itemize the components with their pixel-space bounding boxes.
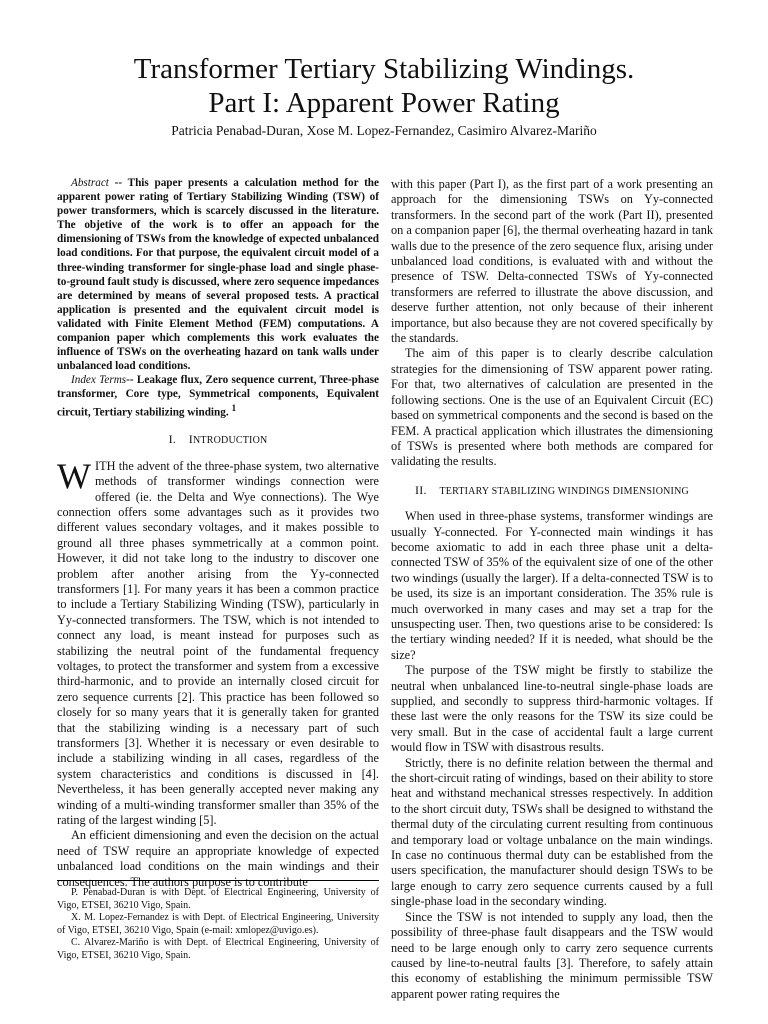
right-paragraph-3: When used in three-phase systems, transformer windings are usually Y-connected. For Y-connected main windings it has become axiomatic to add in each three phase unit a delta-connected TSW of 35% of the equivalent size of one of the other two windings (usually the larger). If a delta-connected TSW is to be used, its size is an important consideration. The 35% rule is much overworked in many cases and may set a trap for the unsuspecting user. Then, two questions arise to be considered: Is the tertiary winding needed? If it is needed, what should be the size?: [391, 509, 713, 662]
left-column: [57, 176, 379, 890]
right-paragraph-2: The aim of this paper is to clearly describe calculation strategies for the dimensioning of TSW apparent power rating. For that, two alternatives of calculation are presented in the following sections. One is the use of an Equivalent Circuit (EC) based on symmetrical components and the second is based on the FEM. A practical application which illustrates the dimensioning of TSWs is presented where both methods are compared for validating the results.: [391, 346, 713, 469]
intro-paragraph-2: An efficient dimensioning and even the decision on the actual need of TSW require an appropriate knowledge of expected unbalanced load conditions on the main windings and their consequences. The authors purpose is to contribute: [57, 828, 379, 889]
footnotes: [57, 880, 379, 963]
section-title-first-letter: I: [188, 432, 193, 447]
intro-p1-text: ITH the advent of the three-phase system, two alternative methods of transformer windings connection were offered (ie. the Delta and Wye connections). The Wye connection offers some advantages such as it provides two different values secondary voltages, and it makes possible to ground all three phases symmetrically at a common point. However, it did not take long to the industry to discover one problem after another arising from the Yy-connected transformers [1]. For many years it has been a common practice to include a Tertiary Stabilizing Winding (TSW), particularly in Yy-connected transformers. The TSW, which is not intended to connect any load, is meant instead for purposes such as stabilizing the neutral point of the fundamental frequency voltages, to protect the transformer and system from a excessive third-harmonic, and to provide an internally closed circuit for zero sequence currents [2]. This practice has been followed so closely for so many years that it is generally taken for granted that the stabilizing winding is a necessary part of such transformers [3]. Whether it is necessary or even desirable to include a stabilizing winding in all cases, regardless of the system characteristics and conditions is discussed in [4]. Nevertheless, it has been generally accepted never making any winding of a multi-winding transformer smaller than 35% of the rating of the largest winding [5].: [57, 458, 379, 828]
right-paragraph-1: with this paper (Part I), as the first part of a work presenting an approach for the dimensioning TSWs on Yy-connected transformers. In the second part of the work (Part II), presented on a companion paper [6], the thermal overheating hazard in tank walls due to the presence of the zero sequence flux, arising under unbalanced load conditions, is evaluated with and without the presence of TSW. Delta-connected TSWs of Yy-connected transformers are referred to illustrate the above discussion, and deserve further attention, not only because of their inherent importance, but also because they are not covered specifically by the standards.: [391, 177, 713, 346]
section-heading-introduction: [57, 432, 379, 448]
index-terms-label: Index Terms: [71, 374, 127, 387]
footnote-3: C. Alvarez-Mariño is with Dept. of Electrical Engineering, University of Vigo, ETSEI, 36210 Vigo, Spain.: [57, 937, 379, 961]
footnote-2: X. M. Lopez-Fernandez is with Dept. of Electrical Engineering, University of Vigo, ETSEI, 36210 Vigo, Spain (e-mail: xmlopez@uvigo.es).: [57, 912, 379, 936]
right-paragraph-5: Strictly, there is no definite relation between the thermal and the short-circuit rating of windings, based on their ability to store heat and withstand mechanical stresses respectively. In addition to the short circuit duty, TSWs shall be designed to withstand the thermal duty of the circulating current resulting from continuous and temporary load or voltage unbalance on the main windings. In case no continuous thermal duty can be established from the users specification, the manufacturer should design TSWs to be large enough to carry zero sequence currents caused by a full single-phase load in the secondary winding.: [391, 755, 713, 909]
drop-cap: W: [57, 455, 91, 496]
right-paragraph-4: The purpose of the TSW might be firstly to stabilize the neutral when unbalanced line-to-neutral single-phase loads are supplied, and secondly to suppress third-harmonic voltages. If these last were the only reasons for the TSW its size could be very small. But in the case of accidental fault a large current would flow in TSW with disastrous results.: [391, 663, 713, 755]
footnote-1: P. Penabad-Duran is with Dept. of Electrical Engineering, University of Vigo, ETSEI, 36210 Vigo, Spain.: [57, 887, 379, 911]
abstract-label: Abstract: [71, 177, 109, 189]
section-title-rest: NTRODUCTION: [193, 435, 268, 447]
section-title: TERTIARY STABILIZING WINDINGS DIMENSIONING: [439, 485, 689, 497]
right-paragraph-6: Since the TSW is not intended to supply any load, then the possibility of three-phase fault disappears and the TSW would need to be large enough only to carry zero sequence currents caused by line-to-neutral faults [3]. Therefore, to safely attain this economy of establishing the minimum permissible TSW apparent power rating requires the: [391, 909, 713, 1001]
intro-paragraph-1: [57, 455, 379, 829]
abstract-text: -- This paper presents a calculation method for the apparent power rating of Tertiary Stabilizing Winding (TSW) of power transformers, which is scarcely discussed in the literature. The objetive of the work is to offer an appoach for the dimensioning of TSWs from the knowledge of expected unbalanced load conditions. For that purpose, the equivalent circuit model of a three-winding transformer for single-phase load and single phase-to-ground fault study is discussed, where zero sequence impedances are determined by means of several proposed tests. A practical application is presented and the equivalent circuit model is validated with Finite Element Method (FEM) computations. A companion paper which complements this work evaluates the influence of TSWs on the overheating hazard on tank walls under unbalanced load conditions.: [57, 177, 379, 373]
title-line-2: Part I: Apparent Power Rating: [208, 87, 560, 119]
paper-title: [0, 52, 768, 120]
footnote-mark: 1: [231, 403, 237, 414]
title-line-1: Transformer Tertiary Stabilizing Windings.: [133, 53, 635, 85]
abstract: [57, 176, 379, 373]
section-heading-tsw-dimensioning: [391, 483, 713, 499]
index-terms: [57, 373, 379, 419]
section-number: II.: [415, 482, 427, 497]
section-number: I.: [168, 432, 176, 447]
index-terms-text: -- Leakage flux, Zero sequence current, Three-phase transformer, Core type, Symmetrical components, Equivalent circuit, Tertiary stabilizing winding.: [57, 374, 379, 419]
right-column: [391, 177, 713, 1002]
author-list: Patricia Penabad-Duran, Xose M. Lopez-Fernandez, Casimiro Alvarez-Mariño: [171, 123, 597, 138]
